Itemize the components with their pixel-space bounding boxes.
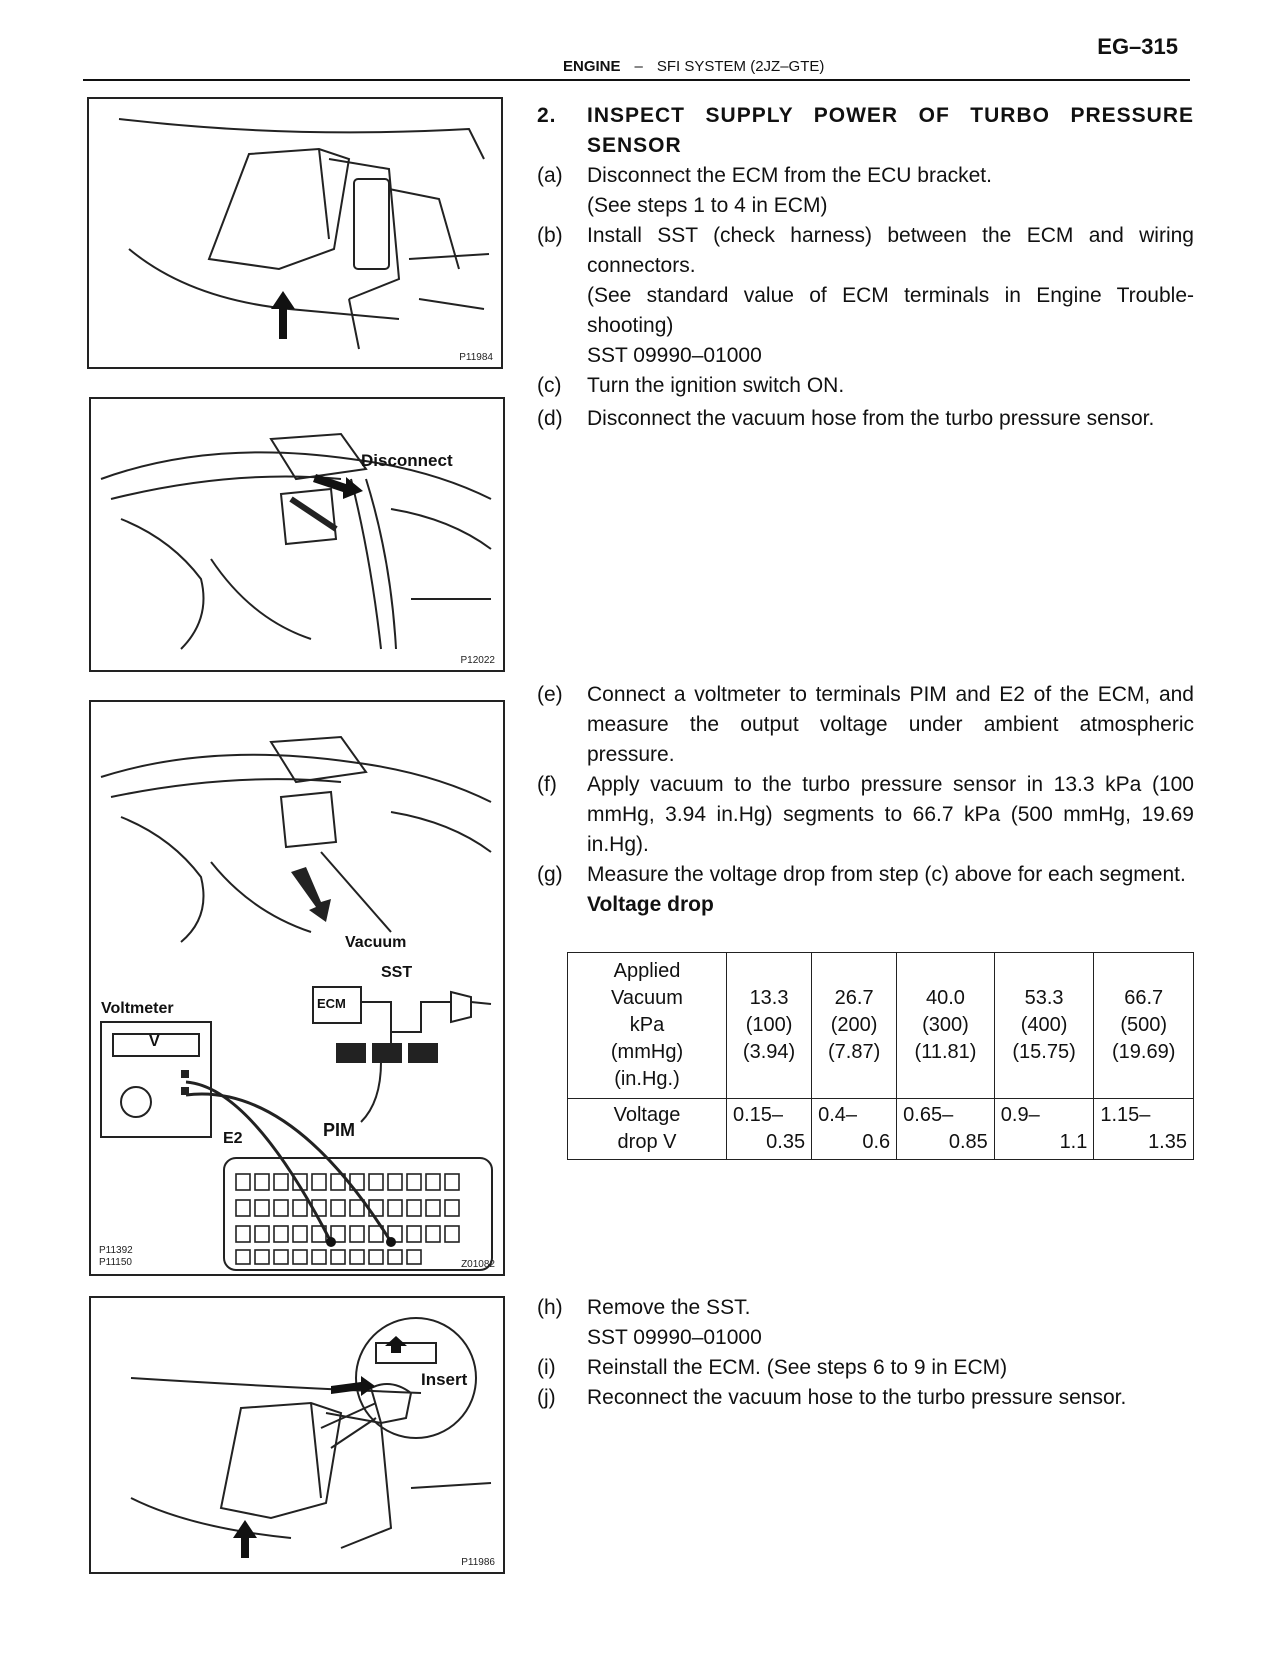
figure-ecm-bracket	[87, 97, 503, 369]
figure-code: P11986	[461, 1557, 495, 1568]
figure-code: P12022	[460, 655, 495, 666]
item-g-text: Measure the voltage drop from step (c) above for each segment.	[587, 863, 1186, 886]
table-cell: 1.15– 1.35	[1094, 1099, 1194, 1160]
figure-reinstall-ecm	[89, 1296, 505, 1574]
item-e	[537, 680, 1194, 770]
item-d	[537, 404, 1194, 434]
header-line: drop V	[617, 1131, 677, 1153]
table-cell: 0.9– 1.1	[994, 1099, 1094, 1160]
step-heading	[537, 101, 1194, 161]
item-a-line2: (See steps 1 to 4 in ECM)	[587, 194, 828, 217]
item-b-text: Install SST (check harness) between the ECM and wiring connectors.	[587, 224, 1194, 277]
figure-code: P11392	[99, 1245, 133, 1256]
item-label: (c)	[537, 374, 562, 397]
page-number: EG–315	[1097, 34, 1178, 59]
figure-code: Z01082	[461, 1259, 495, 1270]
header-separator: –	[634, 58, 643, 75]
item-j	[537, 1383, 1194, 1413]
item-a-line1: Disconnect the ECM from the ECU bracket.	[587, 164, 992, 187]
item-e-text: Connect a voltmeter to terminals PIM and E2 of the ECM, and measure the output voltage under ambient atmospheric pressure.	[587, 683, 1194, 766]
sst-label: SST	[381, 964, 413, 981]
step-title-line1: INSPECT SUPPLY POWER OF TURBO PRESSURE	[587, 104, 1194, 127]
item-label: (b)	[537, 224, 563, 247]
item-label: (j)	[537, 1386, 556, 1409]
table-header-cell	[568, 1099, 727, 1160]
ecm-label: ECM	[317, 996, 346, 1011]
item-f	[537, 770, 1194, 860]
item-b	[537, 221, 1194, 371]
item-label: (f)	[537, 773, 557, 796]
item-label: (d)	[537, 407, 563, 430]
item-label: (i)	[537, 1356, 556, 1379]
pim-label: PIM	[323, 1120, 356, 1140]
item-c	[537, 371, 1194, 401]
item-h	[537, 1293, 1194, 1353]
figure-code: P11150	[99, 1257, 132, 1268]
table-header-cell	[568, 953, 727, 1099]
voltage-drop-title: Voltage drop	[587, 893, 714, 916]
item-i-text: Reinstall the ECM. (See steps 6 to 9 in ECM)	[587, 1356, 1008, 1379]
meter-v-label: V	[149, 1033, 160, 1050]
voltmeter-connection-illustration	[91, 702, 503, 1274]
reinstall-block	[537, 1293, 1194, 1413]
table-cell: 40.0 (300) (11.81)	[897, 953, 995, 1099]
reinstall-ecm-illustration	[91, 1298, 503, 1572]
item-i	[537, 1353, 1194, 1383]
figure-voltmeter-connection	[89, 700, 505, 1276]
header-subsection: SFI SYSTEM (2JZ–GTE)	[656, 58, 825, 75]
item-h-line1: Remove the SST.	[587, 1296, 751, 1319]
item-d-text: Disconnect the vacuum hose from the turbo pressure sensor.	[587, 407, 1155, 430]
table-cell: 13.3 (100) (3.94)	[727, 953, 812, 1099]
header-line: (mmHg)	[610, 1041, 684, 1063]
table-row	[568, 1099, 1194, 1160]
item-label: (h)	[537, 1296, 563, 1319]
item-c-text: Turn the ignition switch ON.	[587, 374, 845, 397]
measure-block	[537, 680, 1194, 920]
header-line: Vacuum	[611, 987, 683, 1009]
step-2-block	[537, 101, 1194, 434]
table-cell: 0.15– 0.35	[727, 1099, 812, 1160]
header-line: (in.Hg.)	[614, 1068, 680, 1090]
item-f-text: Apply vacuum to the turbo pressure sensor in 13.3 kPa (100 mmHg, 3.94 in.Hg) segments to 66.7 kPa (500 mmHg, 19.69 in.Hg).	[587, 773, 1194, 856]
table-cell: 0.65– 0.85	[897, 1099, 995, 1160]
item-label: (e)	[537, 683, 563, 706]
item-a	[537, 161, 1194, 221]
e2-label: E2	[223, 1130, 243, 1147]
item-b-sst: SST 09990–01000	[587, 344, 762, 367]
table-cell: 26.7 (200) (7.87)	[812, 953, 897, 1099]
item-label: (a)	[537, 164, 563, 187]
ecm-bracket-illustration	[89, 99, 501, 367]
header-line: kPa	[629, 1014, 665, 1036]
header-line: Voltage	[613, 1104, 681, 1126]
vacuum-label: Vacuum	[345, 934, 407, 951]
table-cell: 0.4– 0.6	[812, 1099, 897, 1160]
voltage-drop-table	[567, 952, 1194, 1160]
table-cell: 66.7 (500) (19.69)	[1094, 953, 1194, 1099]
running-header	[563, 58, 824, 75]
voltmeter-label: Voltmeter	[101, 1000, 174, 1017]
header-line: Applied	[613, 960, 681, 982]
disconnect-hose-illustration	[91, 399, 503, 670]
item-label: (g)	[537, 863, 563, 886]
header-section: ENGINE	[563, 58, 621, 75]
item-g	[537, 860, 1194, 890]
voltage-drop-title-row	[537, 890, 1194, 920]
table-row	[568, 953, 1194, 1099]
table-cell: 53.3 (400) (15.75)	[994, 953, 1094, 1099]
figure-code: P11984	[459, 352, 493, 363]
item-j-text: Reconnect the vacuum hose to the turbo pressure sensor.	[587, 1386, 1127, 1409]
step-title-line2: SENSOR	[587, 134, 682, 157]
item-b-note: (See standard value of ECM terminals in Engine Trouble-shooting)	[587, 284, 1194, 337]
insert-callout: Insert	[421, 1370, 468, 1389]
step-number: 2.	[537, 104, 557, 127]
figure-disconnect-hose	[89, 397, 505, 672]
disconnect-callout: Disconnect	[361, 451, 453, 470]
item-h-line2: SST 09990–01000	[587, 1326, 762, 1349]
header-rule	[83, 79, 1190, 81]
